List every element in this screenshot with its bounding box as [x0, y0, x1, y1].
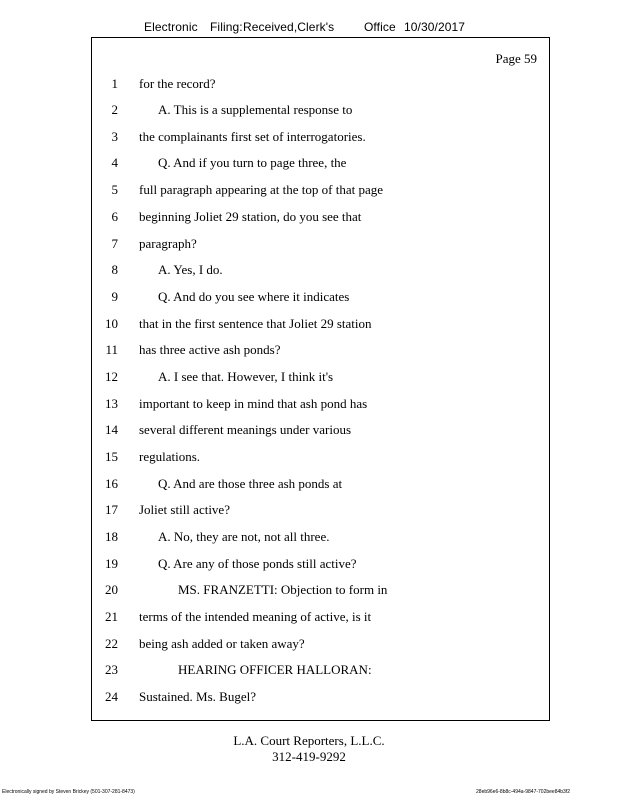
line-text: beginning Joliet 29 station, do you see that: [139, 209, 362, 224]
filing-stamp-word: Electronic: [144, 20, 198, 34]
reporter-phone: 312-419-9292: [272, 749, 346, 764]
line-text: Sustained. Ms. Bugel?: [139, 689, 256, 704]
line-number: 22: [105, 636, 118, 651]
line-number: 13: [105, 396, 118, 411]
line-number: 12: [105, 369, 118, 384]
line-text: Q. Are any of those ponds still active?: [158, 556, 357, 571]
line-text: HEARING OFFICER HALLORAN:: [178, 662, 372, 677]
line-number: 2: [111, 102, 118, 117]
filing-stamp-word: Filing:: [210, 20, 243, 34]
line-number: 1: [111, 76, 118, 91]
line-text: the complainants first set of interrogatories.: [139, 129, 366, 144]
electronic-signature: Electronically signed by Steven Brickey (501-307-281-8473): [2, 789, 135, 795]
filing-stamp-date: 10/30/2017: [404, 20, 466, 34]
line-number: 8: [111, 262, 118, 277]
line-number: 15: [105, 449, 118, 464]
line-text: MS. FRANZETTI: Objection to form in: [178, 582, 388, 597]
line-number: 14: [105, 422, 118, 437]
line-text: paragraph?: [139, 236, 197, 251]
reporter-company: L.A. Court Reporters, L.L.C.: [233, 733, 385, 748]
line-text: has three active ash ponds?: [139, 342, 281, 357]
line-text: full paragraph appearing at the top of that page: [139, 182, 384, 197]
transcript-page: [91, 37, 550, 721]
line-number: 18: [105, 529, 118, 544]
line-number: 4: [111, 155, 118, 170]
line-text: regulations.: [139, 449, 201, 464]
line-text: A. Yes, I do.: [158, 262, 223, 277]
line-text: Q. And are those three ash ponds at: [158, 476, 343, 491]
line-number: 7: [111, 236, 118, 251]
line-text: for the record?: [139, 76, 216, 91]
line-text: Joliet still active?: [139, 502, 230, 517]
line-text: that in the first sentence that Joliet 29 station: [139, 316, 372, 331]
filing-stamp-word: Office: [364, 20, 396, 34]
line-text: A. This is a supplemental response to: [158, 102, 353, 117]
line-text: being ash added or taken away?: [139, 636, 305, 651]
line-number: 21: [105, 609, 118, 624]
line-text: Q. And if you turn to page three, the: [158, 155, 347, 170]
line-number: 11: [105, 342, 118, 357]
line-number: 9: [111, 289, 118, 304]
filing-stamp-word: Received,Clerk's: [243, 20, 335, 34]
reporter-footer: [0, 733, 618, 765]
line-number: 17: [105, 502, 118, 517]
line-number: 23: [105, 662, 118, 677]
page-number: Page 59: [495, 51, 537, 66]
line-number: 3: [111, 129, 118, 144]
line-text: Q. And do you see where it indicates: [158, 289, 350, 304]
line-text: terms of the intended meaning of active, is it: [139, 609, 372, 624]
line-number: 10: [105, 316, 118, 331]
line-text: important to keep in mind that ash pond has: [139, 396, 368, 411]
line-number: 5: [111, 182, 118, 197]
line-number: 16: [105, 476, 118, 491]
line-number: 19: [105, 556, 118, 571]
line-number: 24: [105, 689, 118, 704]
line-number: 20: [105, 582, 118, 597]
filing-stamp: [144, 20, 465, 34]
line-number: 6: [111, 209, 118, 224]
line-text: A. No, they are not, not all three.: [158, 529, 330, 544]
line-text: A. I see that. However, I think it's: [158, 369, 334, 384]
document-hash: 28eb96e6-8b8c-494a-9847-702bee84b3f2: [476, 789, 570, 795]
line-text: several different meanings under various: [139, 422, 352, 437]
